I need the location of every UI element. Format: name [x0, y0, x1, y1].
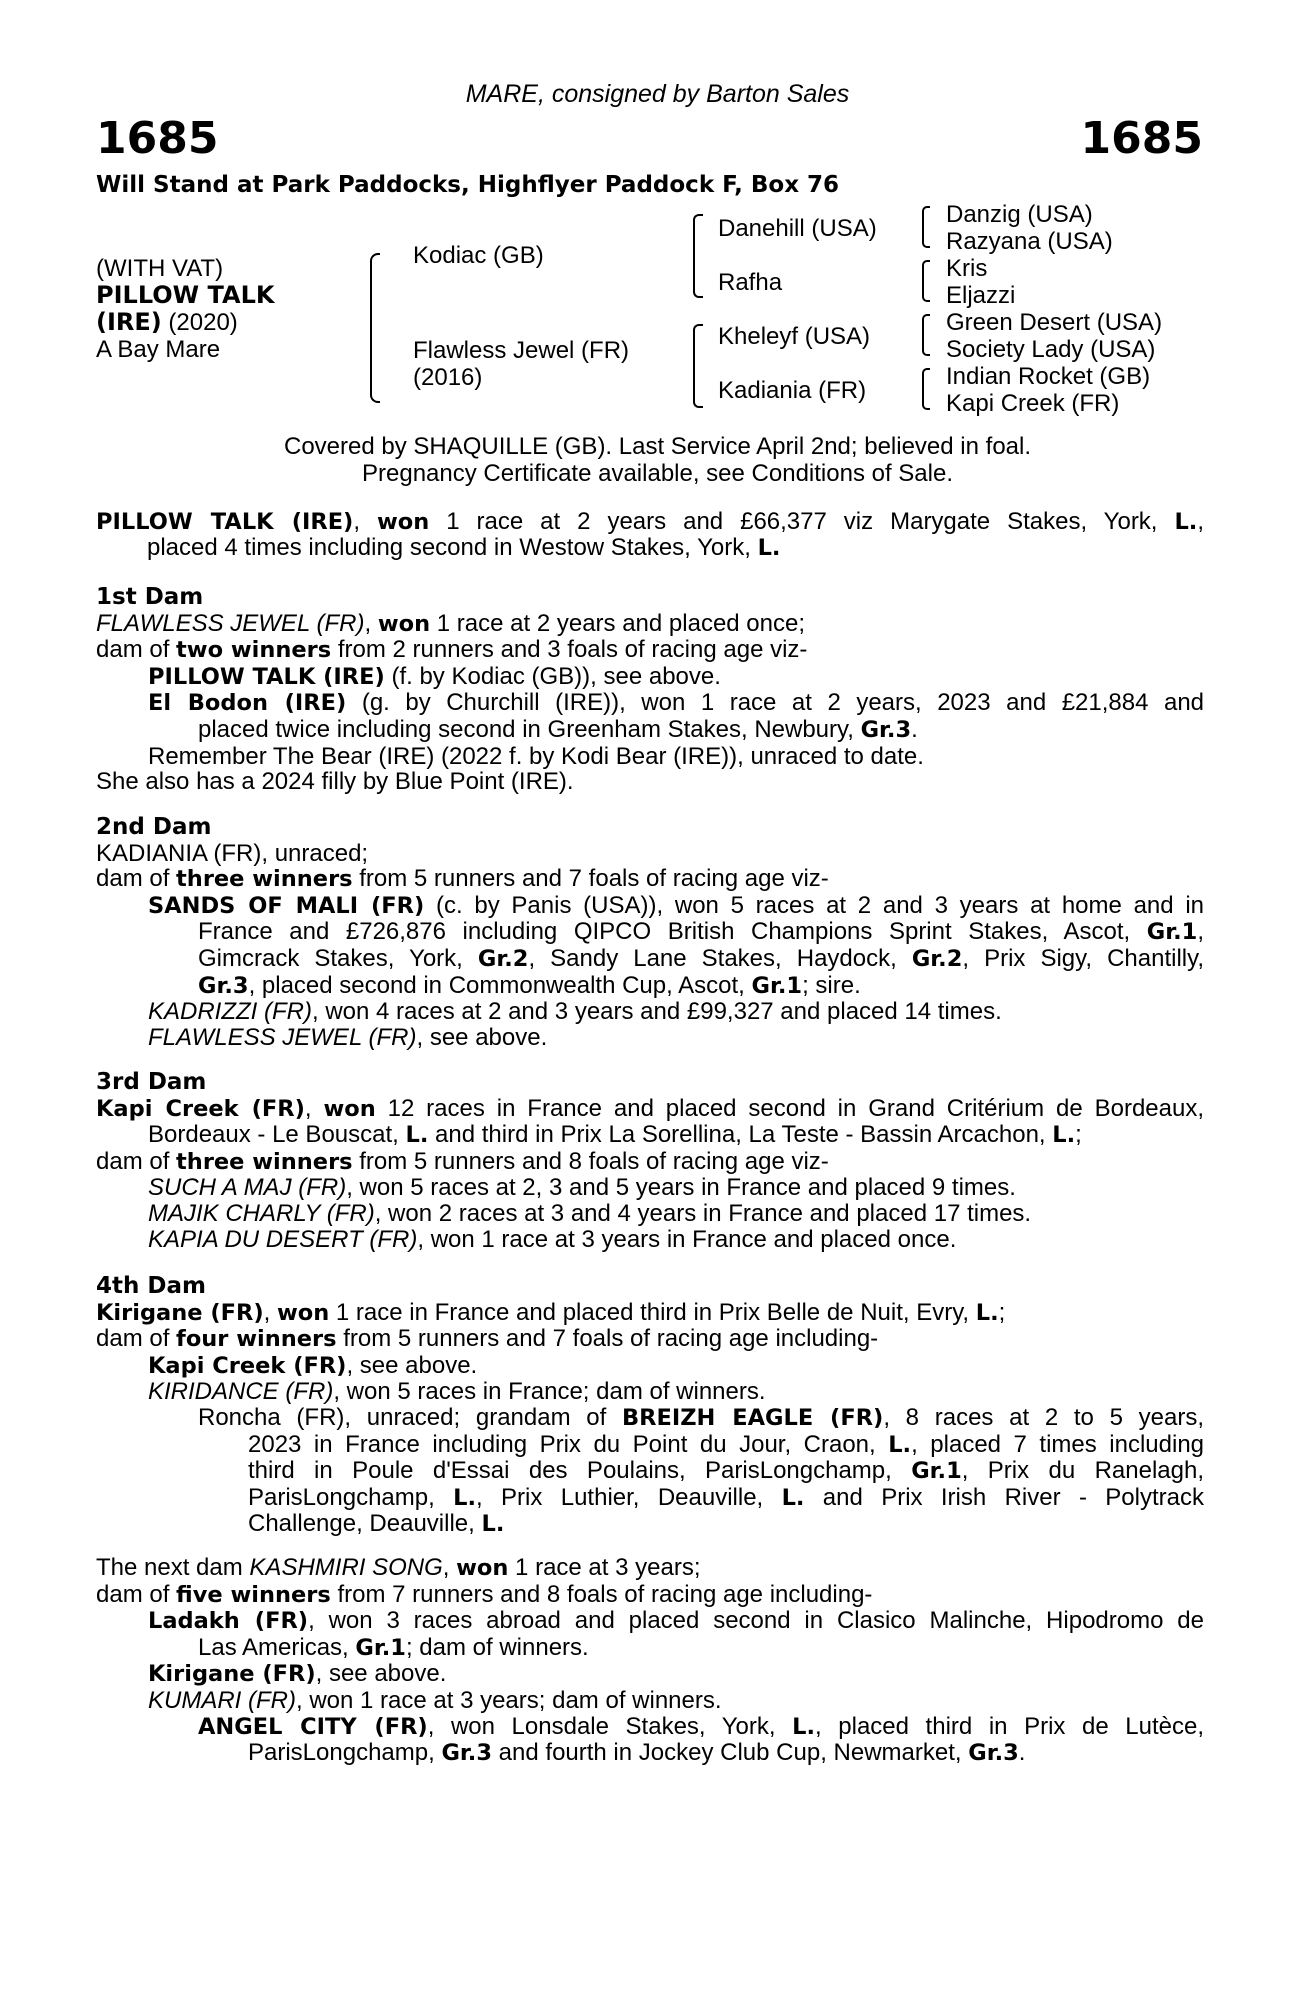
vat-note: (WITH VAT)	[96, 255, 224, 282]
section-2nd-dam: 2nd Dam KADIANIA (FR), unraced; dam of three winners from 5 runners and 7 foals of racing age viz- SANDS OF MALI (FR) (c. by Panis (USA)), won 5 races at 2 and 3 years at home and in France and £726,876 including QIPCO British Champions Sprint Stakes, Ascot, Gr.1, Gimcrack Stakes, York, Gr.2, Sandy Lane Stakes, Haydock, Gr.2, Prix Sigy, Chantilly, Gr.3, placed second in Commonwealth Cup, Ascot, Gr.1; sire. KADRIZZI (FR), won 4 races at 2 and 3 years and £99,327 and placed 14 times. FLAWLESS JEWEL (FR), see above.	[96, 814, 1205, 1051]
section-next-dam: The next dam KASHMIRI SONG, won 1 race at 3 years; dam of five winners from 7 runners and 8 foals of racing age including- Ladakh (FR), won 3 races abroad and placed second in Clasico Malinche, Hipodromo de Las Americas, Gr.1; dam of winners. Kirigane (FR), see above. KUMARI (FR), won 1 race at 3 years; dam of winners. ANGEL CITY (FR), won Lonsdale Stakes, York, L., placed third in Prix de Lutèce, ParisLongchamp, Gr.3 and fourth in Jockey Club Cup, Newmarket, Gr.3.	[96, 1554, 1204, 1767]
intro-line-1: PILLOW TALK (IRE), won 1 race at 2 years and £66,377 viz Marygate Stakes, York, L.,	[96, 508, 1204, 535]
horse-year: (2020)	[161, 309, 238, 336]
pedigree-brace-ds	[922, 314, 930, 356]
pedigree-brace-main	[370, 253, 380, 403]
section-4th-dam: 4th Dam Kirigane (FR), won 1 race in France and placed third in Prix Belle de Nuit, Evry, L.; dam of four winners from 5 runners and 7 foals of racing age including- Kapi Creek (FR), see above. KIRIDANCE (FR), won 5 races in France; dam of winners. Roncha (FR), unraced; grandam of BREIZH EAGLE (FR), 8 races at 2 to 5 years, 2023 in France including Prix du Point du Jour, Craon, L., placed 7 times including third in Poule d'Essai des Poulains, ParisLongchamp, Gr.1, Prix du Ranelagh, ParisLongchamp, L., Prix Luthier, Deauville, L. and Prix Irish River - Polytrack Challenge, Deauville, L.	[96, 1273, 1205, 1538]
horse-description: A Bay Mare	[96, 336, 221, 363]
pedigree-sss: Danzig (USA)	[946, 201, 1093, 228]
pedigree-sire-sire: Danehill (USA)	[718, 215, 877, 242]
stand-location: Will Stand at Park Paddocks, Highflyer Paddock F, Box 76	[96, 172, 840, 198]
pedigree-dam-dam: Kadiania (FR)	[718, 377, 867, 404]
pedigree-dss: Green Desert (USA)	[946, 309, 1163, 336]
pedigree-sdd: Eljazzi	[946, 282, 1016, 309]
pedigree-dds: Indian Rocket (GB)	[946, 363, 1151, 390]
cover-note	[0, 433, 1315, 487]
horse-info	[96, 255, 274, 363]
pedigree-dam: Flawless Jewel (FR)	[413, 337, 630, 364]
pedigree-sds: Kris	[946, 255, 988, 282]
pedigree-brace-sd	[922, 260, 930, 302]
cover-line-1: Covered by SHAQUILLE (GB). Last Service April 2nd; believed in foal.	[283, 433, 1032, 460]
section-1st-dam: 1st Dam FLAWLESS JEWEL (FR), won 1 race at 2 years and placed once; dam of two winners from 2 runners and 3 foals of racing age viz- PILLOW TALK (IRE) (f. by Kodiac (GB)), see above. El Bodon (IRE) (g. by Churchill (IRE)), won 1 race at 2 years, 2023 and £21,884 and placed twice including second in Greenham Stakes, Newbury, Gr.3. Remember The Bear (IRE) (2022 f. by Kodi Bear (IRE)), unraced to date. She also has a 2024 filly by Blue Point (IRE).	[96, 584, 1205, 796]
pedigree-dam-year: (2016)	[413, 364, 483, 391]
pedigree-sire-dam: Rafha	[718, 269, 783, 296]
pedigree-ssd: Razyana (USA)	[946, 228, 1113, 255]
horse-country: (IRE)	[96, 308, 162, 336]
lot-number-right: 1685	[1080, 113, 1203, 164]
pedigree-brace-dd	[922, 368, 930, 410]
section-title: 3rd Dam	[96, 1069, 207, 1095]
section-title: 4th Dam	[96, 1273, 206, 1299]
pedigree-brace-sire	[693, 214, 703, 298]
consignor-line: MARE, consigned by Barton Sales	[465, 80, 850, 108]
intro-line-2: placed 4 times including second in Westow Stakes, York, L.	[147, 534, 781, 561]
section-3rd-dam: 3rd Dam Kapi Creek (FR), won 12 races in France and placed second in Grand Critérium de Bordeaux, Bordeaux - Le Bouscat, L. and third in Prix La Sorellina, La Teste - Bassin Arcachon, L.; dam of three winners from 5 runners and 8 foals of racing age viz- SUCH A MAJ (FR), won 5 races at 2, 3 and 5 years in France and placed 9 times. MAJIK CHARLY (FR), won 2 races at 3 and 4 years in France and placed 17 times. KAPIA DU DESERT (FR), won 1 race at 3 years in France and placed once.	[96, 1069, 1205, 1253]
pedigree-dam-sire: Kheleyf (USA)	[718, 323, 871, 350]
lot-number-left: 1685	[96, 113, 219, 164]
cover-line-2: Pregnancy Certificate available, see Conditions of Sale.	[362, 460, 953, 487]
pedigree-dsd: Society Lady (USA)	[946, 336, 1156, 363]
pedigree-ddd: Kapi Creek (FR)	[946, 390, 1120, 417]
horse-name: PILLOW TALK	[96, 281, 275, 309]
section-title: 1st Dam	[96, 584, 204, 610]
section-title: 2nd Dam	[96, 814, 212, 840]
pedigree-brace-ss	[922, 206, 930, 248]
pedigree-brace-dam	[693, 324, 703, 408]
pedigree-sire: Kodiac (GB)	[413, 242, 544, 269]
